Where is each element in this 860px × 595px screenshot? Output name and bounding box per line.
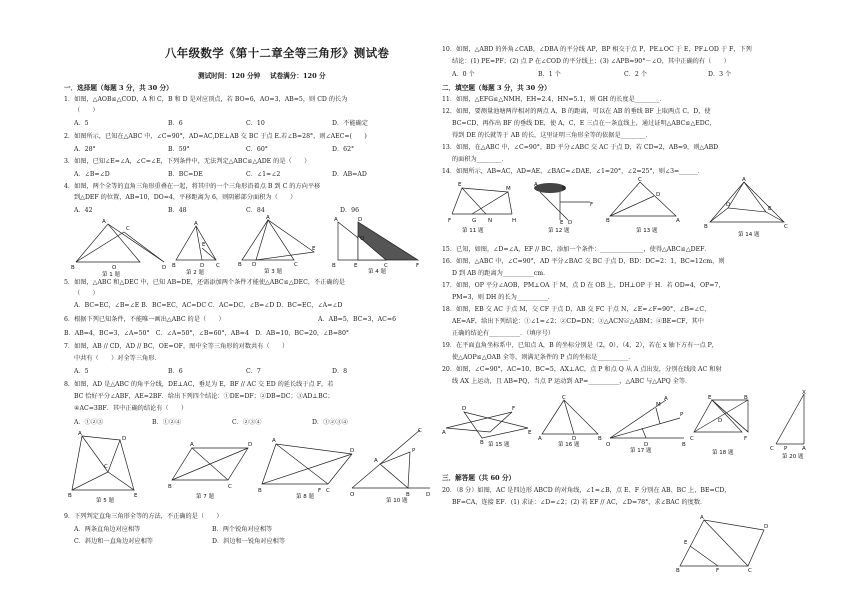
svg-text:B: B xyxy=(606,218,610,224)
svg-text:C: C xyxy=(384,263,388,269)
svg-text:E: E xyxy=(560,220,564,226)
figure-q5 xyxy=(68,430,148,504)
svg-text:P: P xyxy=(412,448,416,454)
svg-text:P: P xyxy=(784,446,788,452)
figure-q21 xyxy=(676,514,776,574)
caption-fig-11: 第 11 题 xyxy=(462,228,484,234)
svg-text:C: C xyxy=(638,177,642,183)
svg-text:A: A xyxy=(700,515,704,521)
svg-text:A: A xyxy=(802,446,806,452)
q9-option-c: C．斜边和一直角边对应相等 xyxy=(74,538,153,545)
section-answer: 三．解答题（共 60 分） xyxy=(442,474,516,482)
caption-fig-14: 第 14 题 xyxy=(738,232,760,238)
question-18-line-3: 正确的结论有__________．（填序号） xyxy=(452,330,555,337)
svg-text:A: A xyxy=(102,219,106,225)
svg-text:D: D xyxy=(572,436,577,442)
caption-fig-18: 第 18 题 xyxy=(712,450,734,456)
figure-q4 xyxy=(328,216,424,274)
caption-fig-3: 第 3 题 xyxy=(264,269,282,275)
question-11: 11．如图，△EFG≌△NMH，EH=2.4，HN=5.1，则 GH 的长度是________． xyxy=(442,96,666,103)
figure-q17 xyxy=(606,396,686,454)
svg-text:D: D xyxy=(248,442,253,448)
svg-text:B: B xyxy=(258,488,262,494)
svg-text:E: E xyxy=(528,430,532,436)
svg-text:F: F xyxy=(590,202,594,208)
question-3: 3．如图，已知∠E=∠A，∠C=∠E，下列条件中，无法判定△ABC≌△ADE 的是（ ） xyxy=(64,158,311,165)
svg-text:E: E xyxy=(768,206,772,212)
svg-text:A: A xyxy=(534,182,538,188)
question-2: 2．如图所示，已知在△ABC 中，∠C=90°，AD=AC,DE⊥AB 交 BC 于点 E.若∠B=28°，则∠AEC=( ) xyxy=(64,133,367,140)
q6-option-a: A．AB=5，BC=3，AC=6 xyxy=(318,316,397,323)
question-15: 15．已知，如图，∠D=∠A，EF // BC，添加一个条件：______________，使得△ABC≌△DEF． xyxy=(442,246,711,253)
svg-text:E: E xyxy=(708,395,712,401)
svg-text:B: B xyxy=(168,484,172,490)
section-fill: 二．填空题（每题 3 分，共 30 分） xyxy=(442,84,551,92)
q2-option-a: A．28° xyxy=(74,146,96,153)
svg-text:A: A xyxy=(78,431,82,437)
q1-option-a: A．5 xyxy=(74,120,89,127)
exam-score: 试卷满分：120 分 xyxy=(270,72,326,80)
svg-text:B: B xyxy=(71,265,75,271)
svg-text:C: C xyxy=(326,488,330,494)
svg-text:D: D xyxy=(462,406,467,412)
figure-q12 xyxy=(530,178,600,236)
question-16-line-2: D 到 AB 的距离为__________cm． xyxy=(452,270,550,277)
q7-option-a: A．5 xyxy=(74,368,89,375)
question-21-line-2: BF=CA，连接 EF．(1) 求证：∠D=∠2；(2) 若 EF // AC，∠D=78°，求∠BAC 的度数． xyxy=(452,499,707,506)
question-5-options: A．BC=EC，∠B=∠E B．BC=EC，AC=DC C．AC=DC，∠B=∠D D．BC=EC，∠A=∠D xyxy=(74,302,343,309)
q7-option-d: D．8 xyxy=(332,368,348,375)
question-17-line-1: 17．如图，OP 平分∠AOB，PM⊥OA 于 M，点 D 在 OB 上，DH⊥OP 于 H．若 OD=4，OP=7， xyxy=(442,282,725,289)
svg-text:A: A xyxy=(538,436,542,442)
svg-text:E: E xyxy=(458,182,462,188)
q10-option-a: A．0 个 xyxy=(452,71,475,78)
question-4-line-1: 4．如图，两个全等的直角三角形重叠在一起，将其中的一个三角形沿着点 B 到 C 的方向平移 xyxy=(64,183,321,190)
question-5-line-1: 5．如图，△ABC 和△DEC 中，已知 AB=DE，还需添加两个条件才能使△ABC≌△DEC，不正确的是 xyxy=(64,279,345,286)
question-12-line-2: BC=CD，再作出 BF 的垂线 DE，使 A，C，E 三点在一条直线上，通过证明△ABC≌△EDC， xyxy=(452,120,716,127)
svg-text:A: A xyxy=(676,218,680,224)
svg-text:A: A xyxy=(664,396,668,402)
svg-text:B: B xyxy=(562,186,566,192)
question-13-line-2: 的面积为________． xyxy=(452,156,508,163)
svg-text:D: D xyxy=(726,202,731,208)
svg-text:D: D xyxy=(350,448,355,454)
svg-text:E: E xyxy=(312,246,316,252)
svg-text:D: D xyxy=(122,436,127,442)
question-6-options: B．AB=4，BC=3，∠A=50° C．∠A=50°，∠B=60°，AB=4 D．AB=10，BC=20，∠B=80° xyxy=(64,330,349,337)
svg-text:D: D xyxy=(162,265,167,271)
caption-fig-4: 第 4 题 xyxy=(368,269,386,275)
q2-option-d: D．62° xyxy=(332,146,355,153)
q8-option-b: B．①②④ xyxy=(152,419,182,426)
svg-text:O: O xyxy=(112,265,117,271)
caption-fig-8: 第 8 题 xyxy=(296,494,314,500)
svg-text:O: O xyxy=(350,492,355,498)
q3-option-b: B．BC=DE xyxy=(168,171,203,178)
q2-option-b: B．59° xyxy=(168,146,190,153)
svg-text:A: A xyxy=(334,217,338,223)
svg-text:X: X xyxy=(802,390,806,396)
svg-text:F: F xyxy=(318,488,322,494)
svg-text:A: A xyxy=(190,442,194,448)
svg-text:D: D xyxy=(200,263,205,269)
svg-text:D: D xyxy=(358,217,363,223)
q3-option-a: A．∠B=∠D xyxy=(74,171,110,178)
q10-option-c: C．2 个 xyxy=(624,71,648,78)
svg-text:N: N xyxy=(488,218,493,224)
question-16-line-1: 16．如图，△ABC 中，∠C=90°，AD 平分∠BAC 交 BC 于点 D，BD：DC=2：1，BC=12cm，则 xyxy=(442,258,725,265)
figure-q13 xyxy=(606,178,696,236)
svg-text:D: D xyxy=(718,418,723,424)
figure-q11 xyxy=(448,178,538,236)
svg-text:A: A xyxy=(266,215,270,221)
q4-option-b: B．48 xyxy=(168,207,187,214)
svg-text:M: M xyxy=(506,186,511,192)
figure-q14 xyxy=(704,178,796,240)
q9-option-d: D．斜边和一锐角对应相等 xyxy=(212,538,286,545)
svg-text:E: E xyxy=(684,540,688,546)
svg-text:C: C xyxy=(770,446,774,452)
svg-text:C: C xyxy=(126,226,130,232)
q3-option-d: D．AB=AD xyxy=(332,171,367,178)
svg-text:F: F xyxy=(416,263,420,269)
question-12-line-1: 12．如图，要测量池塘两岸相对的两点 A，B 的距离，可以在 AB 的垂线 BF 上取两点 C，D，使 xyxy=(442,108,711,115)
svg-text:A: A xyxy=(374,458,378,464)
question-7-line-1: 7．如图，AB // CD，AD // BC，OE=OF，图中全等三角形的对数共有（ ） xyxy=(64,343,289,350)
question-10-line-1: 10．如图，△ABD 的外角∠CAB，∠DBA 的平分线 AP，BP 相交于点 P，PE⊥OC 于 E，PF⊥OD 于 F，下列 xyxy=(442,46,752,53)
figure-q3 xyxy=(238,216,318,274)
svg-text:A: A xyxy=(442,430,446,436)
svg-text:B: B xyxy=(598,436,602,442)
svg-text:B: B xyxy=(704,224,708,230)
question-12-line-3: 得到 DE 的长就等于 AB 的长，这里证明三角形全等的依据是________． xyxy=(452,132,652,139)
question-10-line-2: 结论：(1) PE=PF；(2) 点 P 在∠COD 的平分线上；(3) ∠APB=90°－∠O，其中正确的有（ ） xyxy=(452,58,730,65)
svg-text:A: A xyxy=(742,177,746,183)
question-6: 6．根据下列已知条件，不能唯一画出△ABC 的是（ ） xyxy=(64,316,225,323)
svg-text:B: B xyxy=(68,493,72,499)
svg-text:B: B xyxy=(480,440,484,446)
svg-text:D: D xyxy=(252,262,257,268)
svg-text:F: F xyxy=(512,406,516,412)
question-9: 9．下列判定直角三角形全等的方法，不正确的是（ ） xyxy=(64,513,223,520)
figure-q18 xyxy=(688,394,768,460)
svg-text:D: D xyxy=(656,192,661,198)
svg-text:M: M xyxy=(656,402,661,408)
svg-text:D: D xyxy=(764,524,769,530)
caption-fig-12: 第 12 题 xyxy=(548,228,570,234)
q1-option-c: C．10 xyxy=(246,120,265,127)
exam-time: 测试时间：120 分钟 xyxy=(198,72,261,80)
svg-text:C: C xyxy=(784,224,788,230)
figure-q15 xyxy=(442,398,532,448)
svg-text:C: C xyxy=(104,464,108,470)
question-18-line-1: 18．如图，EB 交 AC 于点 M，交 CF 于点 D，AB 交 FC 于点 N，∠E=∠F=90°，∠B=∠C， xyxy=(442,306,711,313)
svg-text:C: C xyxy=(562,395,566,401)
question-7-line-2: 中共有（ ）对全等三角形． xyxy=(74,355,161,362)
question-8-line-2: BC 恰好平分∠ABF，AE=2BF．给出下列四个结论：①DE=DF；②DB=DC；③AD⊥BC； xyxy=(74,393,334,400)
svg-text:A: A xyxy=(272,438,276,444)
question-1-paren: （ ） xyxy=(74,107,99,114)
svg-text:B: B xyxy=(682,442,686,448)
question-17-line-2: PM=3，则 DH 的长为__________． xyxy=(452,294,554,301)
figure-q20 xyxy=(770,390,812,460)
svg-text:B: B xyxy=(676,568,680,574)
svg-text:E: E xyxy=(202,242,206,248)
svg-text:C: C xyxy=(748,568,752,574)
question-4-line-2: 到△DEF 的位置，AB=10，DO=4，平移距离为 6，则阴影部分面积为（ ） xyxy=(74,194,297,201)
svg-text:O: O xyxy=(606,442,611,448)
q7-option-b: B．6 xyxy=(168,368,183,375)
section-choice: 一．选择题（每题 3 分，共 30 分） xyxy=(64,84,173,92)
q2-option-c: C．60° xyxy=(246,146,268,153)
q8-option-d: D．①②③④ xyxy=(312,419,348,426)
caption-fig-16: 第 16 题 xyxy=(558,442,580,448)
figure-q8 xyxy=(256,436,356,502)
svg-text:P: P xyxy=(680,412,684,418)
svg-text:O: O xyxy=(360,236,365,242)
svg-text:F: F xyxy=(448,218,452,224)
question-21-line-1: 20．（8 分）如图，AC 是四边形 ABCD 的对角线，∠1=∠B，点 E、F 分别在 AB、BC 上，BE=CD， xyxy=(442,487,731,494)
question-5-line-2: （ ） xyxy=(74,290,99,297)
question-1: 1．如图，△AOB≌△COD，A 和 C，B 和 D 是对应顶点，若 BO=6，AO=3，AB=5，则 CD 的长为 xyxy=(64,96,348,103)
figure-q16 xyxy=(538,396,604,448)
svg-text:C: C xyxy=(228,484,232,490)
q10-option-d: D．3 个 xyxy=(708,71,732,78)
svg-text:C: C xyxy=(690,436,694,442)
q10-option-b: B．1 个 xyxy=(538,71,561,78)
svg-text:E: E xyxy=(354,263,358,269)
question-13-line-1: 13．如图，在△ABC 中，∠C=90°，BD 平分∠ABC 交 AC 于点 D，若 CD=2，AB=9，则△ABD xyxy=(442,144,719,151)
q3-option-c: C．∠1=∠2 xyxy=(246,171,281,178)
svg-text:E: E xyxy=(134,493,138,499)
q8-option-c: C．②③④ xyxy=(232,419,262,426)
caption-fig-13: 第 13 题 xyxy=(636,228,658,234)
svg-text:H: H xyxy=(512,218,517,224)
q4-option-c: C．84 xyxy=(246,207,265,214)
caption-fig-17: 第 17 题 xyxy=(630,448,652,454)
svg-text:B: B xyxy=(172,263,176,269)
question-20-line-2: 线 AX 上运动，且 AB=PQ，当点 P 运动到 AP=__________，△ABC 与△APQ 全等． xyxy=(452,378,692,385)
caption-fig-10: 第 10 题 xyxy=(386,498,408,504)
q4-option-d: D．96 xyxy=(340,207,360,214)
svg-text:D: D xyxy=(426,492,431,498)
svg-text:B: B xyxy=(406,492,410,498)
caption-fig-15: 第 15 题 xyxy=(488,442,510,448)
q9-option-b: B．两个锐角对应相等 xyxy=(212,526,273,533)
svg-text:A: A xyxy=(194,221,198,227)
question-8-line-1: 8．如图，AD 是△ABC 的角平分线，DE⊥AC，垂足为 E，BF // AC 交 ED 的延长线于点 F，若 xyxy=(64,381,334,388)
question-19-line-1: 19．在平面直角坐标系中，已知点 A，B 的坐标分别是（2，0），（4，2），若在 x 轴下方有一点 P， xyxy=(442,342,718,349)
figure-q7 xyxy=(168,436,258,502)
caption-fig-5: 第 5 题 xyxy=(96,498,114,504)
figure-q2 xyxy=(172,220,228,274)
caption-fig-2: 第 2 题 xyxy=(186,270,204,276)
svg-text:C: C xyxy=(418,428,422,434)
question-19-line-2: 使△AOP≌△OAB 全等，则满足条件的 P 点的坐标是__________． xyxy=(452,354,635,361)
figure-q10 xyxy=(350,426,432,504)
svg-text:C: C xyxy=(294,262,298,268)
q4-option-a: A．42 xyxy=(74,207,93,214)
svg-text:D: D xyxy=(568,220,573,226)
q7-option-c: C．7 xyxy=(246,368,261,375)
svg-text:D: D xyxy=(644,442,649,448)
question-14: 14．如图所示，AB=AC，AD=AE，∠BAC=∠DAE，∠1=20°，∠2=25°，则∠3=______． xyxy=(442,168,704,175)
svg-text:B: B xyxy=(744,395,748,401)
caption-fig-20: 第 20 题 xyxy=(782,454,804,460)
svg-text:F: F xyxy=(716,568,720,574)
q1-option-b: B．6 xyxy=(168,120,183,127)
question-20-line-1: 20．如图，∠C=90°，AC=10，BC=5，AX⊥AC，点 P 和点 Q 从 A 点出发，分别在线段 AC 和射 xyxy=(442,366,722,373)
page-title: 八年级数学《第十二章全等三角形》测试卷 xyxy=(165,46,390,60)
svg-text:F: F xyxy=(744,436,748,442)
svg-text:B: B xyxy=(332,263,336,269)
question-18-line-2: AE=AF，给出下列结论：①∠1=∠2；②CD=DN；③△ACN≌△ABM；④BE=CF，其中 xyxy=(452,318,704,325)
caption-fig-1: 第 1 题 xyxy=(102,272,120,278)
q9-option-a: A．两条直角边对应相等 xyxy=(74,526,141,533)
question-8-line-3: ④AC=3BF．其中正确的结论有（ ） xyxy=(74,405,188,412)
svg-text:B: B xyxy=(238,262,242,268)
svg-text:G: G xyxy=(472,218,477,224)
q1-option-d: D．不能确定 xyxy=(332,120,368,127)
figure-q1 xyxy=(68,218,168,276)
q8-option-a: A．①②③ xyxy=(74,419,104,426)
caption-fig-7: 第 7 题 xyxy=(196,494,214,500)
svg-text:C: C xyxy=(216,263,220,269)
